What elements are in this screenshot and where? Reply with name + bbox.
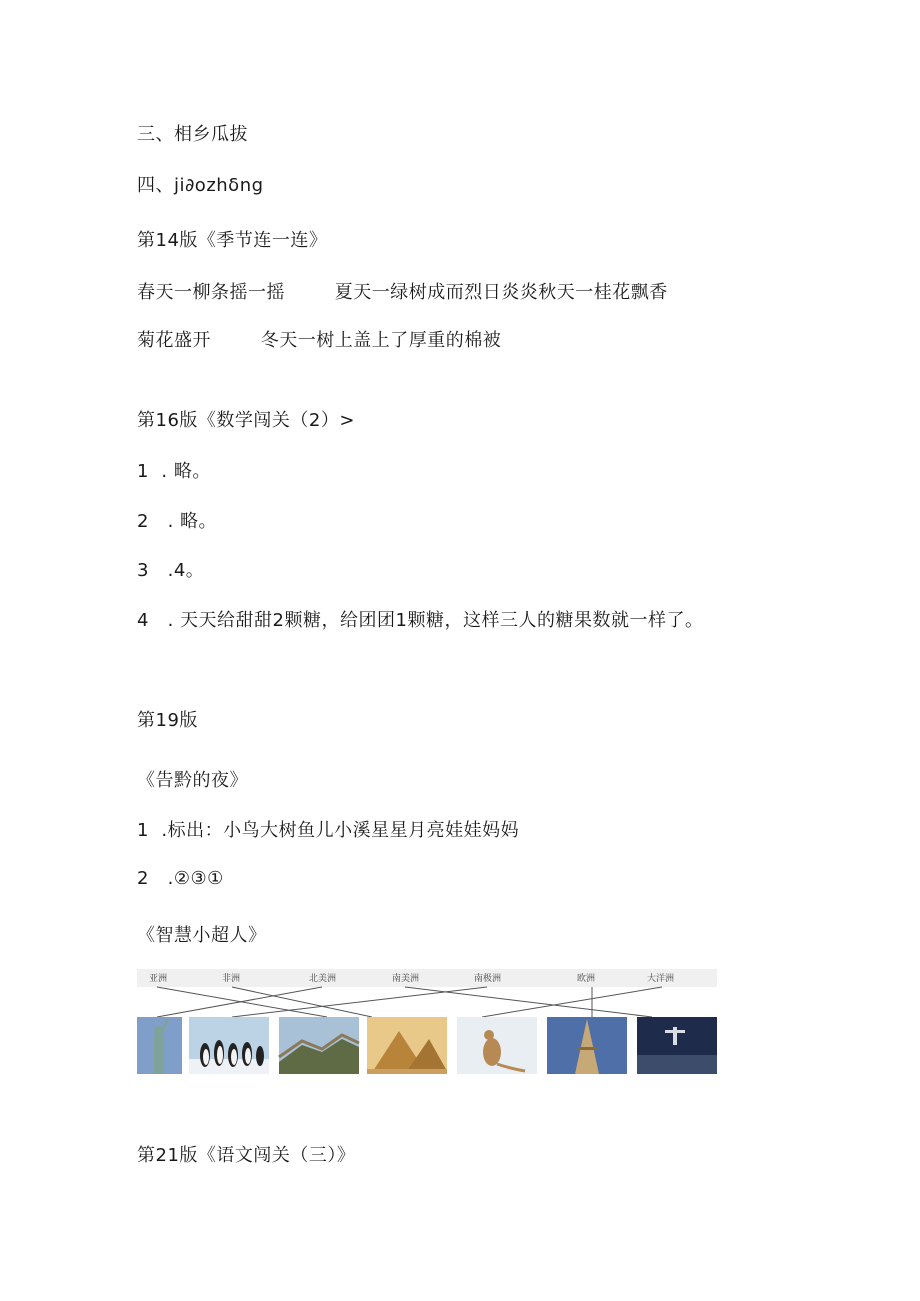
answer-line-4: 四、ji∂ozhδng: [137, 175, 264, 196]
night-answer-2: 2 .②③①: [137, 868, 224, 889]
photo-kangaroo: [457, 1017, 537, 1074]
math-answer-4: 4 . 天天给甜甜2颗糖，给团团1颗糖，这样三人的糖果数就一样了。: [137, 610, 704, 631]
continent-label: 南极洲: [474, 974, 502, 984]
photo-pyramids: [367, 1017, 447, 1074]
continent-label: 北美洲: [309, 974, 337, 984]
section-heading-14: 第14版《季节连一连》: [137, 230, 328, 251]
continent-label: 大洋洲: [647, 974, 675, 984]
photo-penguins: [189, 1017, 269, 1074]
photo-christ-redeemer: [637, 1017, 717, 1074]
continent-label: 南美洲: [392, 974, 420, 984]
continent-label: 欧洲: [577, 974, 596, 984]
photo-eiffel-tower: [547, 1017, 627, 1074]
math-answer-2: 2 . 略。: [137, 511, 218, 532]
continent-matching-figure: [137, 967, 717, 1077]
math-answer-1: 1 . 略。: [137, 461, 211, 482]
season-match-line-1: 春天一柳条摇一摇 夏天一绿树成而烈日炎炎秋天一桂花飘香: [137, 282, 668, 303]
subsection-title-wisdom: 《智慧小超人》: [137, 925, 267, 946]
photo-great-wall: [279, 1017, 359, 1074]
continent-label: 非洲: [222, 974, 241, 984]
section-heading-21: 第21版《语文闯关（三）》: [137, 1145, 356, 1166]
section-heading-19: 第19版: [137, 710, 198, 731]
photo-statue-of-liberty: [137, 1017, 182, 1074]
math-answer-3: 3 .4。: [137, 560, 205, 581]
subsection-title-night: 《告黔的夜》: [137, 770, 248, 791]
continent-label: 亚洲: [149, 974, 168, 984]
answer-line-3: 三、相乡瓜拔: [137, 124, 248, 145]
season-match-line-2: 菊花盛开 冬天一树上盖上了厚重的棉被: [137, 330, 502, 351]
section-heading-16: 第16版《数学闯关（2）>: [137, 410, 355, 431]
night-answer-1: 1 .标出：小鸟大树鱼儿小溪星星月亮娃娃妈妈: [137, 820, 520, 841]
